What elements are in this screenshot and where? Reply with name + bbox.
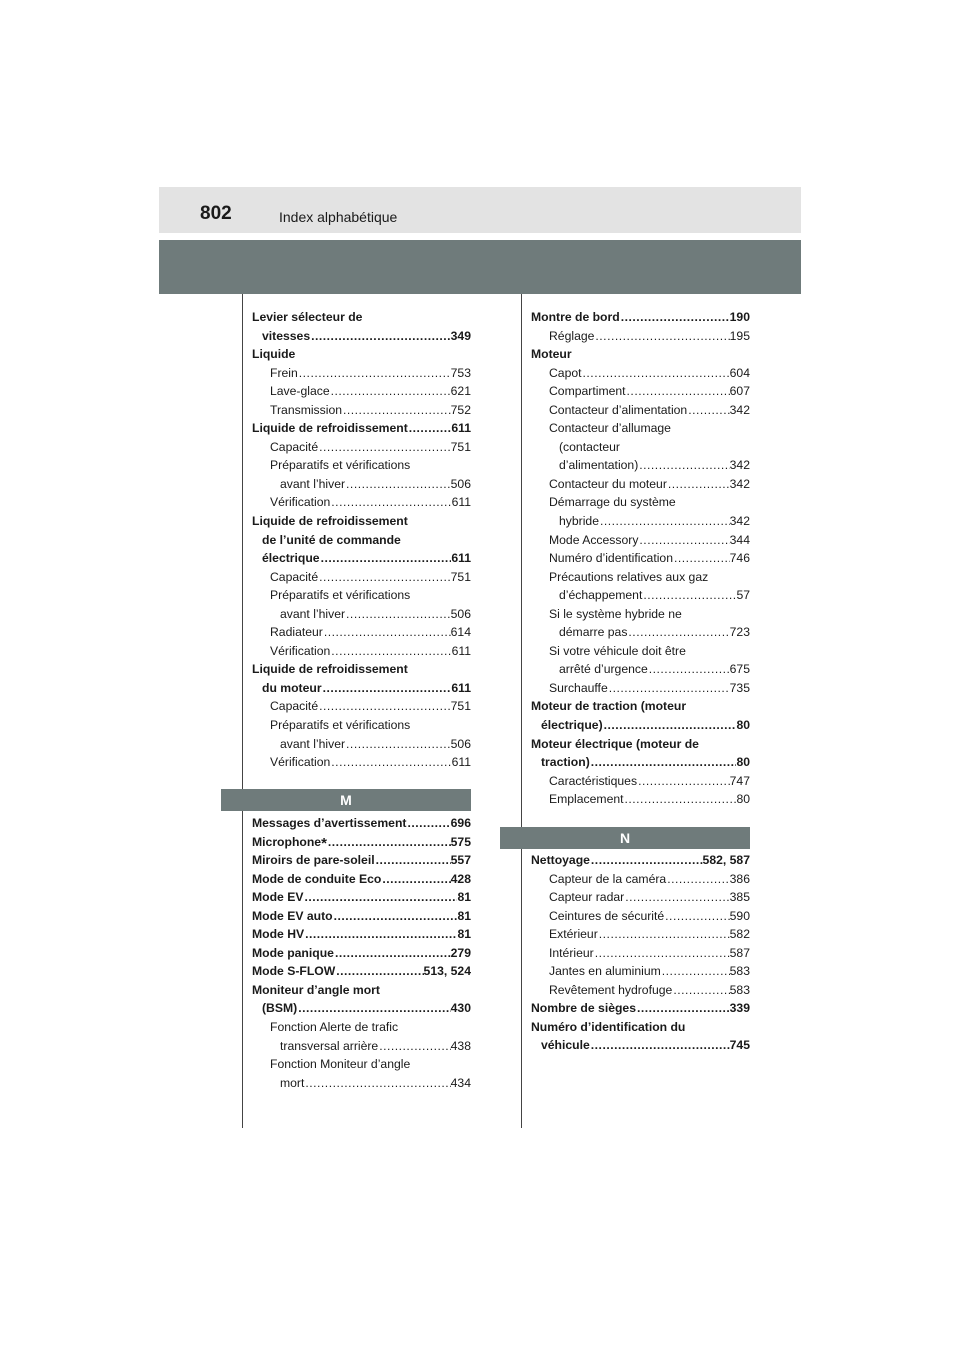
index-entry-term: Intérieur [549,945,594,960]
dot-leader [333,907,458,926]
index-entry-term: Vérification [270,755,331,770]
dot-leader [322,679,452,698]
index-entry-page: 80 [736,718,750,733]
index-entry [531,401,750,420]
dot-leader [378,1037,450,1056]
dot-leader [637,772,730,791]
index-entry-page: 195 [729,328,750,343]
dot-leader [323,623,451,642]
index-entry [252,401,471,420]
index-entry-page: 582, 587 [702,853,750,867]
index-entry-page: 583 [729,964,750,979]
index-entry [252,531,471,550]
dot-leader [599,512,730,531]
index-entry [531,419,750,438]
index-entry-page: 607 [729,384,750,399]
dot-leader [673,549,730,568]
index-entry-term: arrêté d’urgence [559,662,648,677]
index-entry [531,679,750,698]
index-entry-page: 80 [736,792,750,807]
index-entry [531,438,750,457]
index-entry [252,549,471,568]
index-entry [531,586,750,605]
index-entry-term: Nombre de sièges [531,1001,636,1016]
header-band [159,240,801,294]
dot-leader [626,382,730,401]
dot-leader [624,888,729,907]
index-entry-term: Préparatifs et vérifications [270,718,411,733]
index-entry [252,642,471,661]
dot-leader [345,475,451,494]
index-entry [252,907,471,926]
section-header-m: M [221,789,471,811]
dot-leader [642,586,736,605]
dot-leader [594,327,729,346]
index-entry [252,753,471,772]
index-entry-page: 342 [729,402,750,417]
index-entry-term: Miroirs de pare-soleil [252,853,375,868]
index-entry [252,419,471,438]
index-entry-term: avant l’hiver [280,736,346,751]
index-entry-term: Caractéristiques [549,773,638,788]
index-entry-page: 430 [450,1001,471,1016]
index-entry-term: Radiateur [270,625,323,640]
section-header-n: N [500,827,750,849]
index-entry [531,888,750,907]
column-divider-left [242,294,243,1128]
dot-leader [318,568,451,587]
index-entry-term: avant l’hiver [280,476,346,491]
index-entry-term: vitesses [262,328,311,343]
page-number: 802 [200,203,232,224]
index-entry-term: Compartiment [549,384,626,399]
index-entry-term: Capacité [270,439,319,454]
index-entry-term: Mode EV [252,890,304,905]
index-entry-page: 438 [450,1038,471,1053]
dot-leader [638,531,729,550]
dot-leader [318,438,451,457]
index-entry-page: 575 [450,834,471,849]
index-entry-term: Capacité [270,569,319,584]
index-entry-page: 587 [729,945,750,960]
index-entry [252,605,471,624]
dot-leader [648,660,730,679]
index-entry [252,888,471,907]
dot-leader [608,679,730,698]
index-entry [252,345,471,364]
index-entry [531,512,750,531]
dot-leader [345,605,451,624]
index-entry-term: Levier sélecteur de [252,310,363,324]
dot-leader [381,870,450,889]
index-entry-page: 582 [729,927,750,942]
index-entry [531,475,750,494]
index-entry [252,1037,471,1056]
dot-leader [310,327,451,346]
index-entry-page: 434 [450,1075,471,1090]
index-entry-page: 614 [450,625,471,640]
index-entry-term: du moteur [262,680,322,695]
index-entry-term: Moteur électrique (moteur de [531,736,699,751]
index-entry [531,925,750,944]
index-entry [531,870,750,889]
index-entry [531,568,750,587]
index-entry-page: 752 [450,402,471,417]
index-entry-term: Mode HV [252,927,305,942]
index-entry-term: Lave-glace [270,384,330,399]
index-entry [531,531,750,550]
index-entry [252,944,471,963]
index-entry-page: 745 [729,1038,750,1053]
index-entry [252,364,471,383]
index-entry-page: 349 [450,328,471,343]
index-entry-term: (BSM) [262,1001,298,1016]
index-entry [252,512,471,531]
index-entry [531,907,750,926]
index-entry-page: 81 [457,927,471,942]
index-entry-page: 81 [457,890,471,905]
index-entry-term: Moteur [531,347,572,362]
index-entry [531,753,750,772]
index-entry-term: Nettoyage [531,853,590,867]
index-entry-page: 611 [451,643,471,658]
index-entry-term: Liquide de refroidissement [252,421,408,436]
dot-leader [320,549,452,568]
index-entry-term: d’alimentation) [559,458,639,473]
index-entry [252,586,471,605]
dot-leader [661,962,730,981]
dot-leader [330,493,451,512]
dot-leader [590,1036,730,1055]
index-entry-page: 344 [729,532,750,547]
index-entry-page: 80 [736,755,750,770]
index-entry-page: 583 [729,982,750,997]
index-entry [252,308,471,327]
index-entry-page: 696 [450,816,471,830]
index-entry-term: Précautions relatives aux gaz [549,569,709,584]
index-entry [252,327,471,346]
dot-leader [408,419,452,438]
index-entry-term: Capteur de la caméra [549,871,667,886]
index-entry [531,660,750,679]
index-entry-term: Numéro d’identification [549,551,673,566]
index-entry [252,999,471,1018]
index-entry [531,605,750,624]
index-entry-term: hybride [559,514,599,529]
index-entry [252,1018,471,1037]
index-entry [531,944,750,963]
index-entry-term: mort [280,1075,305,1090]
index-entry [252,716,471,735]
dot-leader [590,753,737,772]
index-entry [252,925,471,944]
index-entry-term: Microphone [252,834,322,849]
index-entry-page: 506 [450,476,471,491]
index-entry-term: Transmission [270,402,343,417]
index-entry-page: 506 [450,606,471,621]
dot-leader [582,364,730,383]
index-entry-page: 57 [736,588,750,603]
index-entry [252,981,471,1000]
dot-leader [636,999,730,1018]
dot-leader [304,1074,450,1093]
index-entry-page: 506 [450,736,471,751]
dot-leader [624,790,737,809]
index-entry [252,438,471,457]
index-entry-page: 342 [729,514,750,529]
index-entry [531,1018,750,1037]
index-entry [252,962,471,981]
index-entry [252,1074,471,1093]
index-entry [252,679,471,698]
index-entry [252,382,471,401]
index-entry-page: 342 [729,458,750,473]
index-entry-page: 611 [451,421,471,436]
index-entry-term: Jantes en aluminium [549,964,661,979]
index-entry-term: Liquide [252,347,296,362]
index-entry-page: 611 [451,551,471,566]
index-column-left-top [252,308,471,772]
dot-leader [667,475,730,494]
index-entry-term: de l’unité de commande [262,532,401,547]
index-entry-term: Extérieur [549,927,598,942]
index-entry-term: Frein [270,365,298,380]
index-entry [531,962,750,981]
index-entry-page: 342 [729,476,750,491]
dot-leader [638,456,729,475]
index-entry-term: Contacteur du moteur [549,476,667,491]
index-entry [531,493,750,512]
index-entry-term: Si votre véhicule doit être [549,643,686,658]
index-entry [252,568,471,587]
index-entry [531,456,750,475]
index-entry [252,623,471,642]
index-entry-term: Montre de bord [531,310,620,324]
dot-leader [406,814,450,833]
index-entry-term: Préparatifs et vérifications [270,588,411,603]
index-entry [252,456,471,475]
index-entry-term: Contacteur d’allumage [549,421,671,436]
index-entry [531,549,750,568]
index-entry-term: transversal arrière [280,1038,379,1053]
index-entry-term: Mode Accessory [549,532,639,547]
dot-leader [330,382,451,401]
dot-leader [303,888,457,907]
index-entry [531,981,750,1000]
index-entry-term: (contacteur [559,439,620,454]
dot-leader [687,401,729,420]
dot-leader [335,962,423,981]
column-divider-middle [521,294,522,1128]
dot-leader [620,308,730,327]
index-entry-page: 386 [729,871,750,886]
dot-leader [297,999,450,1018]
index-entry-term: Si le système hybride ne [549,606,682,621]
index-entry-term: véhicule [541,1038,590,1053]
index-entry [252,697,471,716]
index-entry-term: Ceintures de sécurité [549,908,665,923]
index-entry-term: Liquide de refroidissement [252,662,408,677]
index-column-left-bottom [252,814,471,1092]
index-entry [252,1055,471,1074]
index-entry-term: Contacteur d’alimentation [549,402,688,417]
dot-leader [304,925,457,944]
index-entry-term: Fonction Moniteur d’angle [270,1057,411,1072]
index-entry [252,493,471,512]
index-entry-term: électrique [262,551,320,566]
dot-leader [627,623,729,642]
index-entry-page: 735 [729,680,750,695]
index-entry [531,790,750,809]
index-entry [252,870,471,889]
index-entry-page: 675 [729,662,750,677]
index-entry-page: 513, 524 [423,964,471,979]
index-entry [252,851,471,870]
index-entry-page: 339 [729,1001,750,1016]
dot-leader [318,697,451,716]
index-entry-term: Moteur de traction (moteur [531,699,687,714]
page-title: Index alphabétique [279,209,398,225]
index-entry-term: Capot [549,365,582,380]
index-entry [531,716,750,735]
index-column-right-top [531,308,750,809]
dot-leader [327,833,451,852]
index-entry: Microphone * ..... 575 [252,833,471,852]
index-entry-page: 753 [450,365,471,380]
index-entry [531,382,750,401]
index-entry-term: traction) [541,755,590,770]
index-entry-page: 723 [729,625,750,640]
dot-leader [375,851,451,870]
index-entry-page: 611 [451,680,471,695]
index-entry-term: d’échappement [559,588,643,603]
index-entry [531,735,750,754]
index-entry-page: 751 [450,699,471,714]
index-entry [531,327,750,346]
index-entry-page: 611 [451,495,471,510]
index-entry-page: 611 [451,755,471,770]
index-entry [531,1036,750,1055]
index-entry-term: Mode EV auto [252,908,333,923]
dot-leader [342,401,451,420]
index-entry-term: Vérification [270,643,331,658]
dot-leader [598,925,730,944]
dot-leader [590,851,703,870]
index-entry [531,345,750,364]
index-entry-term: Réglage [549,328,595,343]
index-entry-term: Démarrage du système [549,495,676,510]
index-entry-page: 557 [450,853,471,868]
header-bar [159,187,801,233]
index-entry-page: 590 [729,908,750,923]
index-entry-page: 751 [450,569,471,584]
dot-leader [330,753,451,772]
index-entry-term: Revêtement hydrofuge [549,982,673,997]
index-entry-page: 81 [457,908,471,923]
index-entry-page: 428 [450,871,471,886]
index-entry [531,308,750,327]
dot-leader [664,907,729,926]
dot-leader [666,870,729,889]
index-entry-term: Vérification [270,495,331,510]
index-entry-term: Capacité [270,699,319,714]
index-entry-term: Messages d’avertissement [252,816,407,830]
dot-leader [603,716,737,735]
dot-leader [334,944,451,963]
index-entry-page: 279 [450,945,471,960]
index-entry-page: 751 [450,439,471,454]
index-entry-term: Préparatifs et vérifications [270,458,411,473]
index-entry [252,660,471,679]
index-entry [531,851,750,870]
index-entry-term: Capteur radar [549,890,625,905]
dot-leader [330,642,451,661]
index-entry-term: électrique) [541,718,603,733]
index-entry-page: 604 [729,365,750,380]
index-entry [252,814,471,833]
index-entry-page: 747 [729,773,750,788]
index-entry [252,475,471,494]
index-entry-term: Mode S-FLOW [252,964,336,979]
index-entry-term: avant l’hiver [280,606,346,621]
index-column-right-bottom [531,851,750,1055]
index-entry [531,999,750,1018]
index-entry-term: Emplacement [549,792,624,807]
index-entry-page: 746 [729,551,750,566]
index-entry [531,364,750,383]
index-entry [252,735,471,754]
dot-leader [298,364,451,383]
index-entry-page: 385 [729,890,750,905]
dot-leader [345,735,451,754]
index-entry [531,772,750,791]
index-entry-term: Surchauffe [549,680,608,695]
index-entry [531,623,750,642]
index-entry [531,642,750,661]
dot-leader [594,944,730,963]
index-entry-page: 190 [729,310,750,324]
index-entry-term: démarre pas [559,625,628,640]
index-entry-term: Moniteur d’angle mort [252,982,380,997]
index-entry-term: Mode panique [252,945,334,960]
index-entry-term: Numéro d’identification du [531,1019,686,1034]
dot-leader [672,981,729,1000]
index-entry [531,697,750,716]
index-entry-term: Liquide de refroidissement [252,514,408,529]
index-entry-page: 621 [450,384,471,399]
index-entry-term: Mode de conduite Eco [252,871,382,886]
index-entry-term: Fonction Alerte de trafic [270,1020,399,1035]
